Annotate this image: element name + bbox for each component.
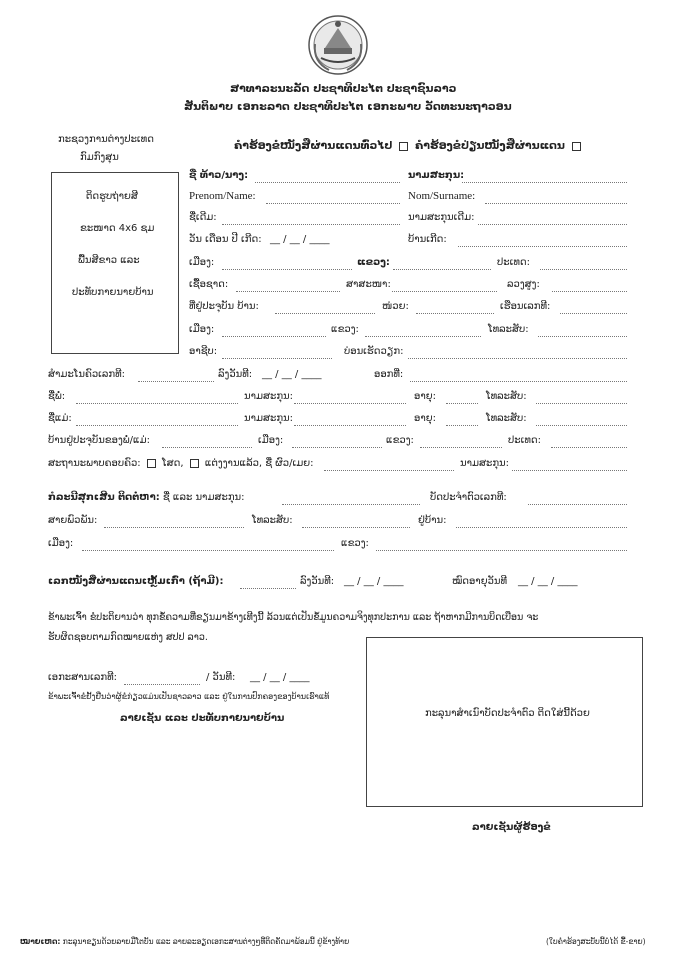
old-name-label: ຊື່ເດີມ:: [189, 212, 217, 223]
emergency-label: ກໍລະນີສຸກເສີນ ຕິດຕໍ່ຫາ:: [48, 492, 160, 503]
title-label: ຊື່ ທ້າວ/ນາງ:: [189, 170, 249, 181]
parents-district-input[interactable]: [292, 447, 382, 448]
cert-date-input[interactable]: __ / __ / ____: [250, 672, 310, 683]
father-label: ຊື່ພໍ່:: [48, 391, 66, 402]
request-renew-checkbox[interactable]: [572, 142, 581, 151]
parents-province-input[interactable]: [420, 447, 502, 448]
request-renew-label: ຄຳຮ້ອງຂໍປ່ຽນໜັງສືຜ່ານແດນ: [415, 139, 565, 152]
old-passport-date-label: ລົງວັນທີ:: [300, 576, 335, 587]
relation-input[interactable]: [104, 527, 244, 528]
emergency-district-label: ເມືອງ:: [48, 538, 74, 549]
dob-label: ວັນ ເດືອນ ປີ ເກີດ:: [189, 234, 262, 245]
workplace-input[interactable]: [408, 358, 627, 359]
parents-village-input[interactable]: [162, 447, 252, 448]
cert-no-label: ເອກະສານເລກທີ:: [48, 672, 117, 683]
spouse-surname-input[interactable]: [512, 470, 627, 471]
birth-country-input[interactable]: [540, 269, 627, 270]
mother-phone-input[interactable]: [536, 425, 627, 426]
old-passport-label: ເລກໜັງສືຜ່ານແດນເຫຼັ້ມເກົ່າ (ຖ້າມີ):: [48, 576, 224, 587]
old-passport-input[interactable]: [240, 588, 296, 589]
mother-input[interactable]: [76, 425, 238, 426]
request-new-checkbox[interactable]: [399, 142, 408, 151]
emergency-phone-input[interactable]: [302, 527, 410, 528]
expiry-input[interactable]: __ / __ / ____: [518, 576, 578, 587]
emergency-district-input[interactable]: [82, 550, 334, 551]
occupation-label: ອາຊີບ:: [189, 346, 218, 357]
embassy-line2: ກົມກົງສຸນ: [80, 152, 119, 163]
spouse-surname-label: ນາມສະກຸນ:: [460, 458, 510, 469]
birth-district-input[interactable]: [222, 269, 352, 270]
emergency-name-input[interactable]: [282, 504, 420, 505]
request-new-label: ຄຳຮ້ອງຂໍໜັງສືຜ່ານແດນທົ່ວໄປ: [234, 139, 393, 152]
mother-surname-label: ນາມສະກຸນ:: [244, 413, 294, 424]
surname-label: ນາມສະກຸນ:: [408, 170, 465, 181]
cert-note: ຂ້າພະເຈົ້າຂໍຢັ້ງຢືນວ່າຜູ້ຂໍກ່ຽວແມ່ນເປັນຊາວລາວ ແລະ ຢູ່ໃນການປົກຄອງຂອງບ້ານເຮົາແທ້: [48, 692, 330, 701]
issued-by-input[interactable]: [410, 381, 627, 382]
photo-box[interactable]: [51, 172, 179, 354]
mother-label: ຊື່ແມ່:: [48, 413, 72, 424]
id-card-input[interactable]: [138, 381, 214, 382]
declaration-line2: ຮັບຜິດຊອບຕາມກົດໝາຍແຫ່ງ ສປປ ລາວ.: [48, 632, 208, 643]
lao-emblem-icon: [307, 14, 369, 76]
title-input[interactable]: [255, 182, 400, 183]
mother-age-label: ອາຍຸ:: [414, 413, 436, 424]
mother-surname-input[interactable]: [294, 425, 406, 426]
workplace-label: ບ່ອນເຮັດວຽກ:: [344, 346, 404, 357]
unit-input[interactable]: [416, 313, 494, 314]
id-copy-text: ກະລຸນາສຳເນົາບັດປະຈຳຕົວ ຕິດໃສ່ນີ້ດ້ວຍ: [425, 708, 590, 719]
emergency-village-label: ຢູ່ບ້ານ:: [418, 515, 447, 526]
district-input[interactable]: [222, 336, 326, 337]
emergency-province-input[interactable]: [376, 550, 627, 551]
emergency-phone-label: ໂທລະສັບ:: [252, 515, 293, 526]
issued-by-label: ອອກທີ່:: [374, 369, 404, 380]
request-type-row: [234, 139, 584, 152]
father-surname-input[interactable]: [294, 403, 406, 404]
surname-input[interactable]: [462, 182, 627, 183]
id-copy-box[interactable]: [366, 637, 643, 807]
nom-label: Nom/Surname:: [408, 190, 476, 202]
father-input[interactable]: [76, 403, 238, 404]
photo-line3: ພື້ນສີຂາວ ແລະ: [78, 255, 140, 266]
height-label: ລວງສູງ:: [507, 279, 540, 290]
footer-note-row: [20, 937, 349, 946]
house-no-label: ເຮືອນເລກທີ:: [500, 301, 551, 312]
marital-label: ສະຖານະພາບຄອບຄົວ:: [48, 458, 141, 469]
parents-country-label: ປະເທດ:: [508, 435, 541, 446]
issue-date-label: ລົງວັນທີ:: [218, 369, 253, 380]
old-surname-input[interactable]: [478, 224, 627, 225]
emergency-province-label: ແຂວງ:: [341, 538, 369, 549]
phone-label: ໂທລະສັບ:: [488, 324, 529, 335]
single-checkbox[interactable]: [147, 459, 156, 468]
married-label: ແຕ່ງງານແລ້ວ, ຊື່ ຜົວ/ເມຍ:: [204, 458, 314, 469]
header-line1: ສາທາລະນະລັດ ປະຊາທິປະໄຕ ປະຊາຊົນລາວ: [230, 82, 457, 95]
birth-country-label: ປະເທດ:: [497, 257, 530, 268]
photo-line4: ປະທັບກາຍນາຍບ້ານ: [72, 287, 154, 298]
parents-district-label: ເມືອງ:: [258, 435, 284, 446]
id-card-label: ສຳມະໂນຄົວເລກທີ:: [48, 369, 126, 380]
photo-line2: ຂະໜາດ 4x6 ຊມ: [80, 223, 155, 234]
declaration-line1: ຂ້າພະເຈົ້າ ຂໍປະຕິຍານວ່າ ທຸກຂໍ້ຄວາມທີ່ຂຽນມາຂ້າງເທີງນີ້ ລ້ວນແຕ່ເປັນຂໍ້ມູນຄວາມຈິງທຸກປະການ ແລະ ຖ້າຫາກມີການບິດເບືອນ ຈະ: [48, 612, 539, 623]
nom-input[interactable]: [485, 203, 627, 204]
province-input[interactable]: [365, 336, 481, 337]
footer-note: ກະລຸນາຂຽນດ້ວຍລາຍມືໂຕບັນ ແລະ ລາຍລະອຽດເອກະສານຕ່າງໆທີ່ຕິດຄັດມາພ້ອມນີ້ ຢູ່ຂ້າງທ້າຍ: [62, 937, 350, 946]
cert-no-input[interactable]: [124, 684, 200, 685]
parents-province-label: ແຂວງ:: [386, 435, 414, 446]
married-checkbox[interactable]: [190, 459, 199, 468]
ethnicity-label: ເຊື້ອຊາດ:: [189, 279, 229, 290]
prenom-input[interactable]: [266, 203, 400, 204]
marital-row: [48, 458, 313, 469]
birth-village-input[interactable]: [458, 246, 627, 247]
footer-right: (ໃບຄຳຮ້ອງສະບັບນີ້ບໍ່ໄດ້ ຂື້-ຂາຍ): [546, 937, 646, 946]
address-village-input[interactable]: [275, 313, 375, 314]
emergency-village-input[interactable]: [456, 527, 627, 528]
single-label: ໂສດ,: [162, 458, 184, 469]
applicant-sign: ລາຍເຊັນຜູ້ຮ້ອງຂໍ: [472, 822, 551, 833]
expiry-label: ໝົດອາຍຸວັນທີ: [452, 576, 508, 587]
emergency-id-label: ບັດປະຈຳຕົວເລກທີ:: [430, 492, 507, 503]
footer-note-label: ໝາຍເຫດ:: [20, 937, 61, 946]
embassy-line1: ກະຊວງການຕ່າງປະເທດ: [58, 134, 154, 145]
parents-country-input[interactable]: [551, 447, 627, 448]
old-name-input[interactable]: [222, 224, 400, 225]
old-surname-label: ນາມສະກຸນເດີມ:: [408, 212, 475, 223]
religion-input[interactable]: [392, 291, 497, 292]
height-input[interactable]: [552, 291, 627, 292]
cert-date-label: / ວັນທີ:: [206, 672, 236, 683]
parents-address-label: ບ້ານຢູ່ປະຈຸບັນຂອງພໍ່/ແມ່:: [48, 435, 150, 446]
address-label: ທີ່ຢູ່ປະຈຸບັນ ບ້ານ:: [189, 301, 259, 312]
birth-province-label: ແຂວງ:: [357, 257, 390, 268]
father-age-input[interactable]: [446, 403, 478, 404]
mother-phone-label: ໂທລະສັບ:: [486, 413, 527, 424]
father-phone-input[interactable]: [536, 403, 627, 404]
issue-date-input[interactable]: __ / __ / ____: [262, 369, 322, 380]
emergency-id-input[interactable]: [528, 504, 627, 505]
father-age-label: ອາຍຸ:: [414, 391, 436, 402]
emergency-row: [48, 492, 244, 503]
father-phone-label: ໂທລະສັບ:: [486, 391, 527, 402]
house-no-input[interactable]: [560, 313, 627, 314]
photo-line1: ຕິດຮູບຖ່າຍສີ: [86, 191, 138, 202]
cert-sign: ລາຍເຊັນ ແລະ ປະທັບກາຍນາຍບ້ານ: [120, 713, 285, 724]
emergency-name-label: ຊື່ ແລະ ນາມສະກຸນ:: [162, 492, 245, 503]
old-passport-date-input[interactable]: __ / __ / ____: [344, 576, 404, 587]
birth-village-label: ບ້ານເກີດ:: [408, 234, 447, 245]
relation-label: ສາຍພົວພັນ:: [48, 515, 98, 526]
prenom-label: Prenom/Name:: [189, 190, 256, 202]
phone-input[interactable]: [538, 336, 627, 337]
ethnicity-input[interactable]: [236, 291, 340, 292]
dob-input[interactable]: __ / __ / ____: [270, 234, 330, 245]
religion-label: ສາສະໜາ:: [346, 279, 391, 290]
district-label: ເມືອງ:: [189, 324, 215, 335]
mother-age-input[interactable]: [446, 425, 478, 426]
province-label: ແຂວງ:: [331, 324, 359, 335]
father-surname-label: ນາມສະກຸນ:: [244, 391, 294, 402]
unit-label: ໜ່ວຍ:: [382, 301, 409, 312]
birth-province-input[interactable]: [393, 269, 491, 270]
occupation-input[interactable]: [222, 358, 332, 359]
birth-district-label: ເມືອງ:: [189, 257, 215, 268]
header-line2: ສັນຕິພາບ ເອກະລາດ ປະຊາທິປະໄຕ ເອກະພາບ ວັດທະນະຖາວອນ: [184, 100, 512, 113]
spouse-name-input[interactable]: [324, 470, 454, 471]
